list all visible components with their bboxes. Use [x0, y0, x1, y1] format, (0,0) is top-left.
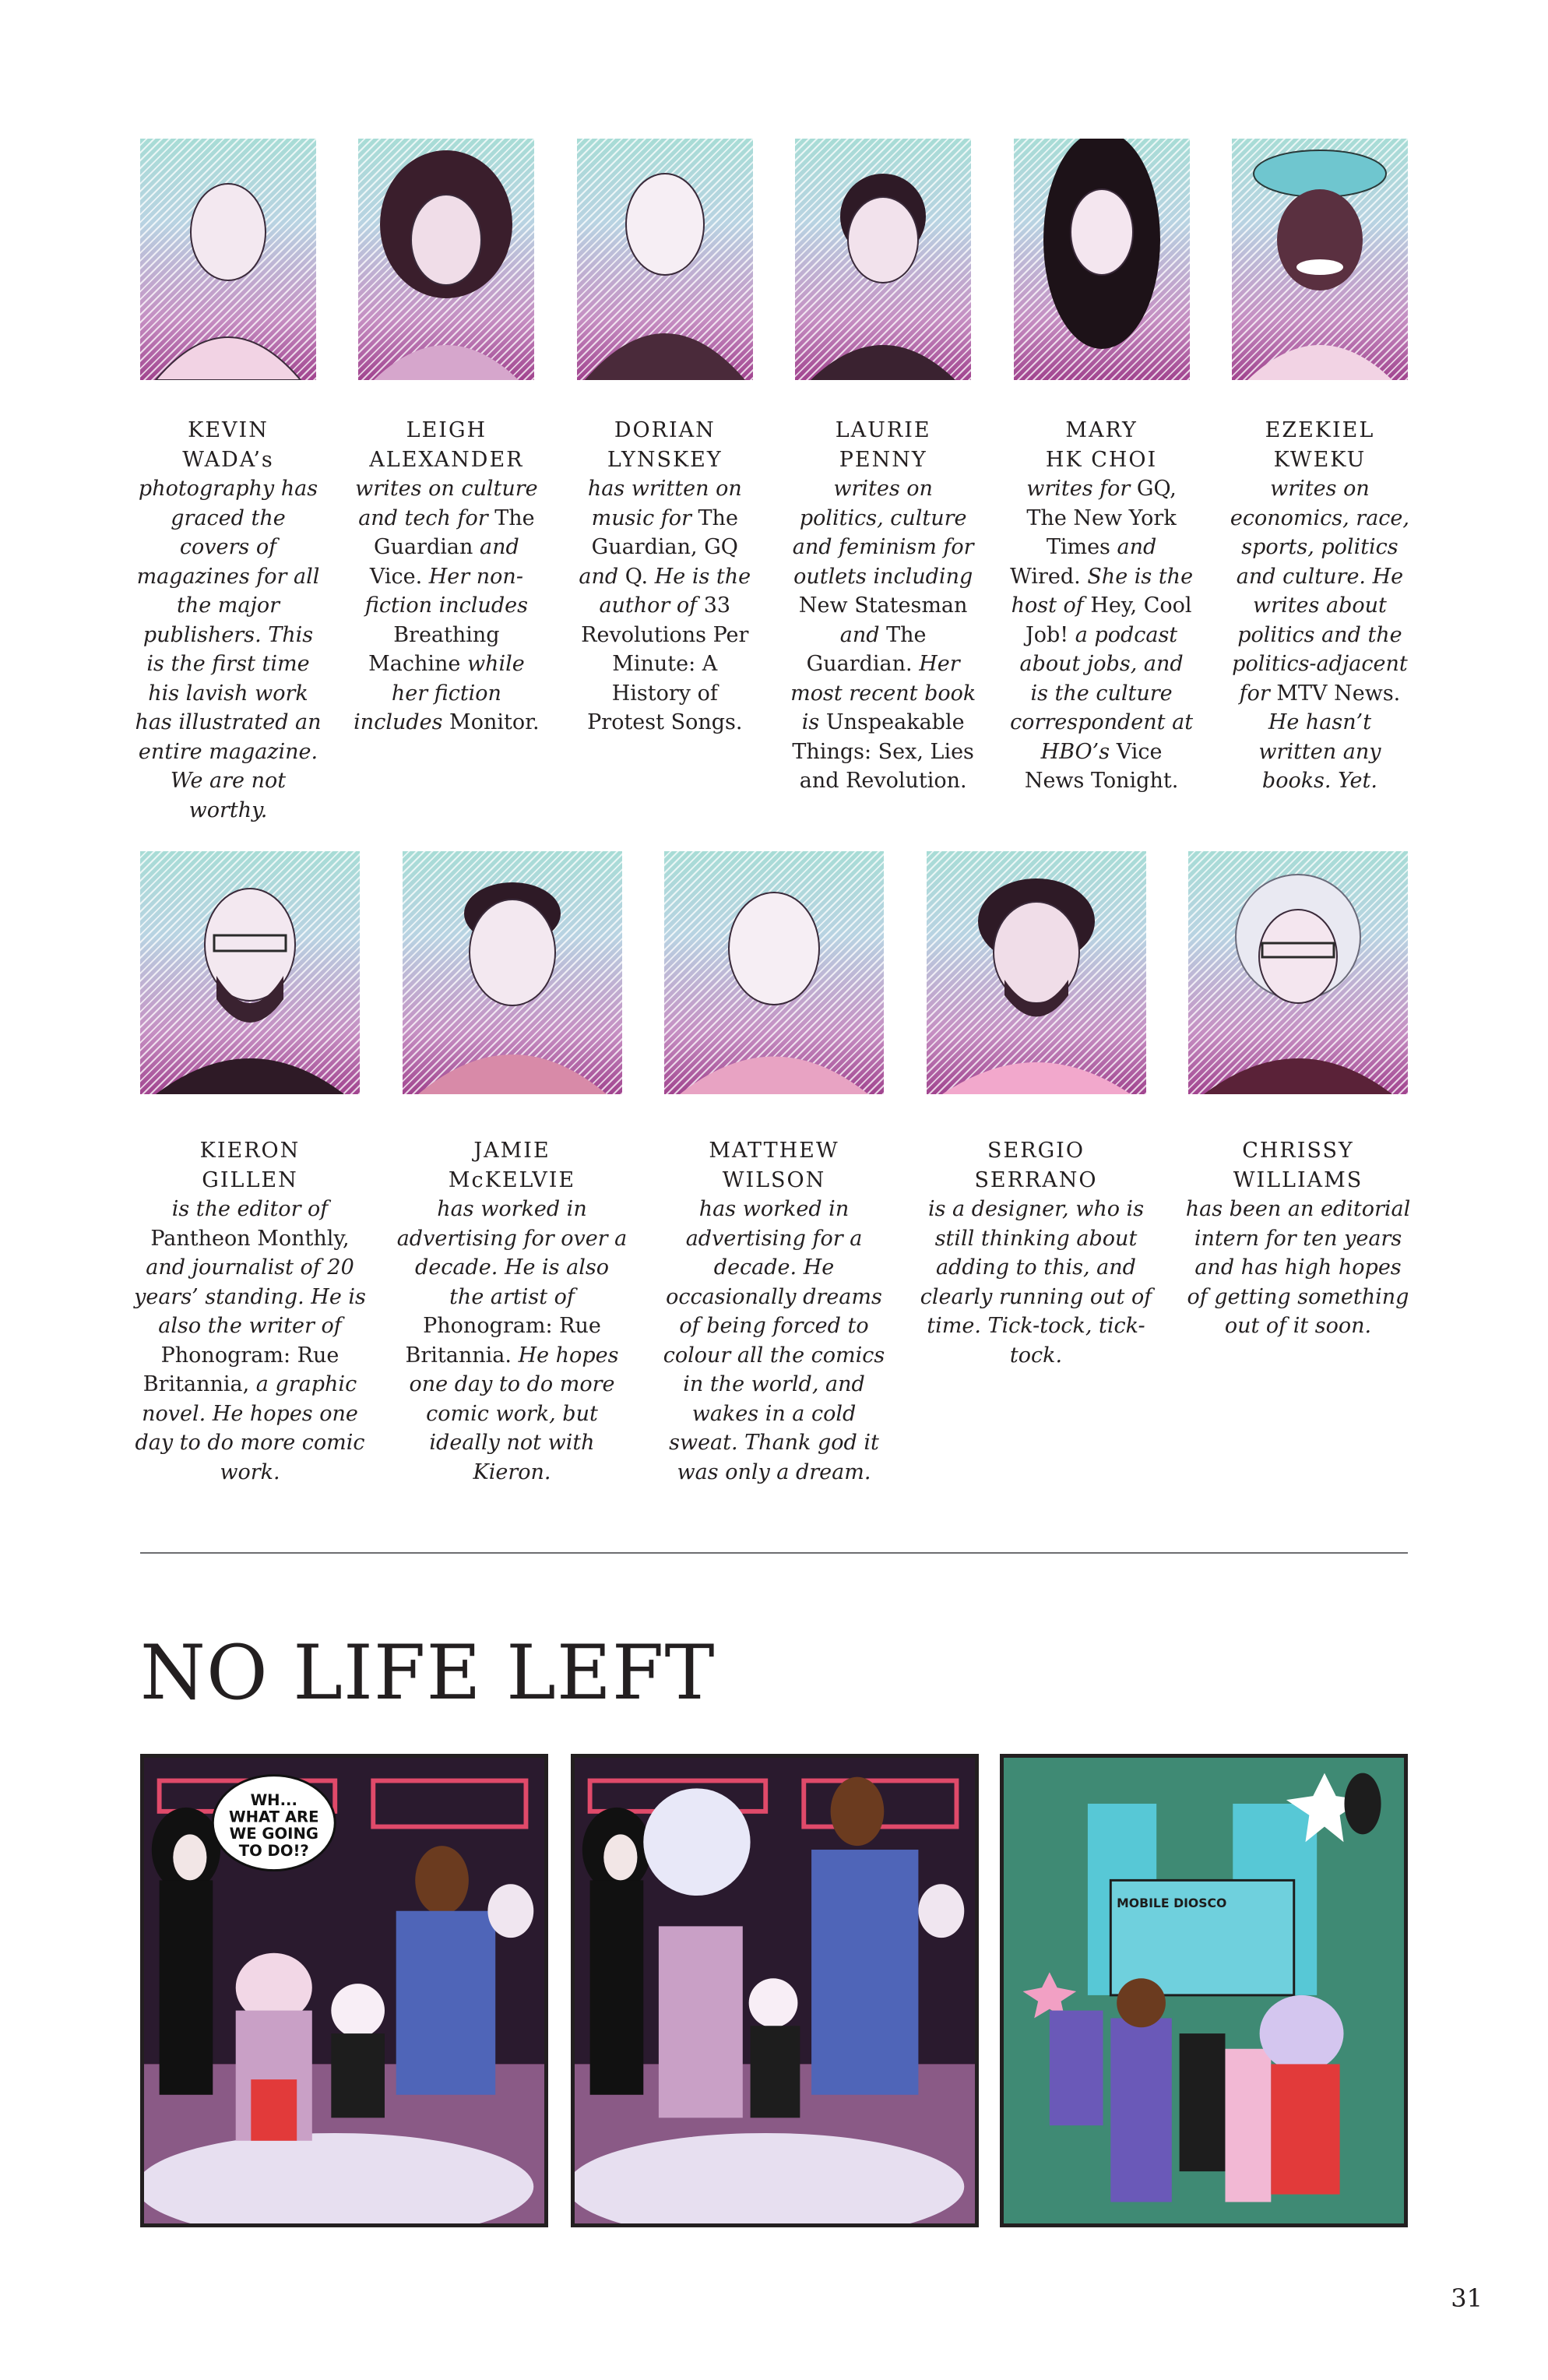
bio-text: and [839, 622, 887, 647]
contributor-name-line-1: LEIGH [406, 418, 487, 442]
contributor-portrait [140, 139, 316, 380]
contributor-bio [133, 1136, 367, 1487]
contributor-name-line-2: GILLEN [202, 1167, 298, 1192]
bio-text: Q. [624, 564, 655, 589]
bio-text: a podcast about jobs, and is the culture correspondent at HBO’s [1010, 622, 1194, 764]
mobile-disco-sign: MOBILE DIOSCO [1117, 1895, 1227, 1910]
bio-text: has been an editorial intern for ten years and has high hopes of getting something out of it soon. [1185, 1197, 1411, 1338]
bio-text: MTV News. [1276, 681, 1401, 706]
contributor-name-line-1: LAURIE [835, 418, 931, 442]
contributor-name-line-2: HK CHOI [1045, 447, 1158, 472]
contributor-portrait [358, 139, 534, 380]
bio-text: Her most recent book is [790, 652, 976, 734]
contributor-portrait [403, 851, 622, 1094]
contributor-name-line-2: WILSON [722, 1167, 826, 1192]
contributor-name-line-1: CHRISSY [1242, 1139, 1354, 1163]
contributor-card [1185, 851, 1411, 1487]
bio-text: Hey, Cool Job! [1025, 593, 1192, 647]
contributor-bio [790, 416, 976, 796]
contributor-bio [1181, 1136, 1415, 1341]
contributor-name-line-1: EZEKIEL [1265, 418, 1375, 442]
contributor-name-line-1: MARY [1065, 418, 1138, 442]
contributor-bio [396, 1136, 629, 1487]
comic-panel-1 [140, 1754, 548, 2227]
bio-text: Vice News Tonight. [1024, 739, 1179, 793]
contributor-card [396, 851, 628, 1487]
bio-text: has worked in advertising for over a decade. He is also the artist of [396, 1197, 628, 1309]
bio-text: She is the host of [1011, 564, 1194, 618]
contributor-portrait [140, 851, 360, 1094]
section-divider [140, 1552, 1408, 1554]
contributor-name-line-1: SERGIO [987, 1139, 1085, 1163]
contributor-card [134, 851, 366, 1487]
contributor-name-line-2: WILLIAMS [1233, 1167, 1363, 1192]
speech-line-3: WE GOING [229, 1825, 318, 1843]
contributor-bio [353, 416, 540, 738]
bio-text: New Statesman [798, 593, 968, 618]
page-number: 31 [1451, 2283, 1483, 2313]
bio-text: while her fiction includes [354, 652, 525, 734]
contributor-card [920, 851, 1152, 1487]
contributor-portrait [1232, 139, 1408, 380]
contributor-bio [920, 1136, 1153, 1370]
contributor-card [135, 139, 322, 825]
bio-text: The Guardian, GQ [591, 505, 738, 559]
bio-text: and [579, 564, 625, 589]
bio-text: writes for [1026, 477, 1137, 501]
bio-text: Wired. [1010, 564, 1088, 589]
speech-line-4: TO DO!? [238, 1841, 309, 1860]
bio-text: The Guardian [374, 505, 535, 559]
bio-text: has worked in advertising for a decade. He occasionally dreams of being forced to colour all the comics in the world, and wakes in a cold sweat. Thank god it was only a dream. [663, 1197, 885, 1484]
contributor-portrait [795, 139, 971, 380]
contributor-name-line-2: KWEKU [1273, 447, 1367, 472]
bio-text: GQ, The New York Times [1026, 477, 1177, 559]
contributor-card [790, 139, 976, 825]
speech-line-1: WH... [250, 1790, 297, 1809]
bio-text: and [1117, 535, 1157, 559]
contributors-row-2 [134, 851, 1411, 1487]
bio-text: has written on music for [587, 477, 742, 530]
goth-figure [152, 1808, 220, 2095]
section-title: NO LIFE LEFT [140, 1629, 716, 1716]
bio-text: Phonogram: Rue Britannia. [405, 1314, 601, 1368]
contributor-card [354, 139, 540, 825]
contributor-name-line-1: KEVIN [188, 418, 269, 442]
bio-text: Monitor. [449, 710, 540, 734]
bio-text: writes on economics, race, sports, politics and culture. He writes about politics and the politics-adjacent for [1230, 477, 1409, 706]
contributors-row-1 [135, 139, 1409, 825]
speech-line-2: WHAT ARE [228, 1808, 319, 1826]
contributor-name-line-2: ALEXANDER [369, 447, 524, 472]
bio-text: He is the author of [599, 564, 751, 618]
bio-text: is a designer, who is still thinking about adding to this, and clearly running out of time. Tick-tock, tick-tock. [920, 1197, 1152, 1368]
bio-text: writes on culture and tech for [355, 477, 538, 530]
contributor-card [664, 851, 884, 1487]
contributor-bio [572, 416, 758, 738]
bio-text: Pantheon Monthly, [150, 1226, 350, 1251]
contributor-bio [1226, 416, 1413, 796]
contributor-name-line-2: LYNSKEY [607, 447, 723, 472]
contributor-card [1010, 139, 1194, 825]
contributor-bio [135, 416, 322, 825]
contributor-portrait [664, 851, 884, 1094]
contributor-card [577, 139, 753, 825]
bio-text: Phonogram: Rue Britannia, [142, 1343, 340, 1396]
bio-text: He hopes one day to do more comic work, but ideally not with Kieron. [409, 1343, 619, 1484]
contributor-name-line-2: WADA’s [182, 447, 274, 472]
bio-text: photography has graced the covers of magazines for all the major publishers. This is the first time his lavish work has illustrated an entire magazine. We are not worthy. [135, 477, 322, 822]
contributor-name-line-2: PENNY [839, 447, 927, 472]
bio-text: Vice. [369, 564, 429, 589]
contributor-name-line-1: DORIAN [614, 418, 716, 442]
bio-text: and [479, 535, 519, 559]
bio-text: a graphic novel. He hopes one day to do more comic work. [135, 1372, 365, 1484]
contributor-name-line-2: SERRANO [974, 1167, 1098, 1192]
bio-text: Breathing Machine [368, 622, 500, 676]
bio-text: The Guardian. [806, 622, 927, 676]
contributor-name-line-1: JAMIE [473, 1139, 551, 1163]
contributor-name-line-2: McKELVIE [448, 1167, 576, 1192]
contributor-portrait [927, 851, 1146, 1094]
bio-text: He hasn’t written any books. Yet. [1258, 710, 1381, 793]
bio-text: writes on politics, culture and feminism for outlets including [792, 477, 974, 589]
contributor-bio [657, 1136, 891, 1487]
contributor-portrait [577, 139, 753, 380]
contributor-name-line-1: MATTHEW [709, 1139, 839, 1163]
contributor-name-line-1: KIERON [199, 1139, 301, 1163]
bio-text: 33 Revolutions Per Minute: A History of Protest Songs. [581, 593, 749, 734]
contributor-bio [1008, 416, 1195, 796]
contributor-portrait [1188, 851, 1408, 1094]
comic-panel-2 [571, 1754, 979, 2227]
bio-text: and journalist of 20 years’ standing. He is also the writer of [134, 1255, 366, 1338]
contributor-portrait [1014, 139, 1190, 380]
comic-panel-3 [1000, 1754, 1408, 2227]
bio-text: Her non-fiction includes [364, 564, 528, 618]
bio-text: Unspeakable Things: Sex, Lies and Revolution. [792, 710, 974, 793]
contributor-card [1232, 139, 1408, 825]
bio-text: is the editor of [171, 1197, 329, 1221]
